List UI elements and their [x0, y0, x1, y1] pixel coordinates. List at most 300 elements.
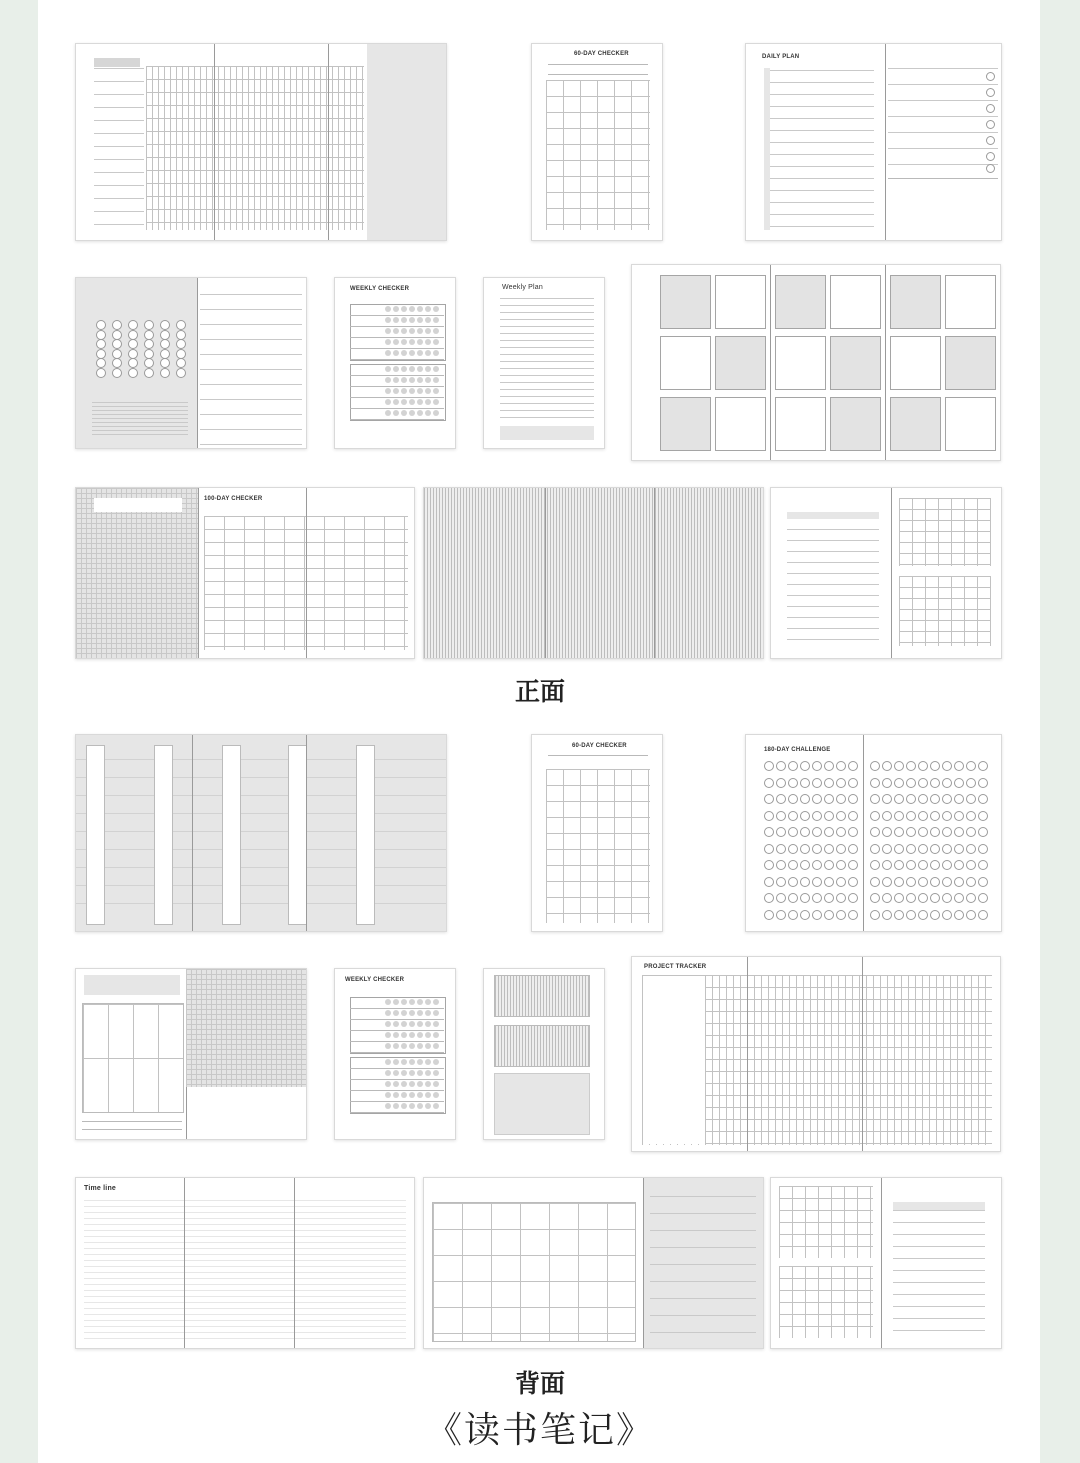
- challenge-circle: [942, 860, 952, 870]
- checker-row: [350, 1101, 444, 1102]
- challenge-circle: [894, 860, 904, 870]
- challenge-circle: [930, 893, 940, 903]
- challenge-circle: [966, 844, 976, 854]
- challenge-circle: [894, 794, 904, 804]
- grid-box: [890, 336, 941, 390]
- challenge-circle: [776, 811, 786, 821]
- challenge-circle: [930, 761, 940, 771]
- challenge-circle: [894, 877, 904, 887]
- page-title: PROJECT TRACKER: [644, 964, 707, 970]
- challenge-circle: [800, 811, 810, 821]
- challenge-circle: [776, 877, 786, 887]
- checker-dot: [401, 1010, 407, 1016]
- checker-dot: [393, 1059, 399, 1065]
- checker-dot: [409, 377, 415, 383]
- challenge-circle: [824, 910, 834, 920]
- checker-dot: [433, 328, 439, 334]
- checker-dot: [425, 306, 431, 312]
- challenge-circle: [942, 844, 952, 854]
- checker-row: [350, 1030, 444, 1031]
- challenge-circle: [894, 827, 904, 837]
- challenge-circle: [942, 761, 952, 771]
- checker-dot: [417, 1070, 423, 1076]
- challenge-circle: [870, 761, 880, 771]
- challenge-circle: [882, 811, 892, 821]
- checker-dot: [433, 350, 439, 356]
- challenge-circle: [836, 761, 846, 771]
- checker-dot: [385, 366, 391, 372]
- challenge-circle: [870, 877, 880, 887]
- challenge-circle: [824, 844, 834, 854]
- challenge-circle: [788, 893, 798, 903]
- challenge-circle: [906, 827, 916, 837]
- challenge-circle: [824, 860, 834, 870]
- checker-dot: [425, 339, 431, 345]
- checker-dot: [433, 1032, 439, 1038]
- checker-dot: [425, 1103, 431, 1109]
- grid-box: [660, 397, 711, 451]
- checker-dot: [417, 328, 423, 334]
- checker-row: [350, 386, 444, 387]
- checker-dot: [393, 1043, 399, 1049]
- goal-circle: [128, 320, 138, 330]
- checker-dot: [401, 410, 407, 416]
- challenge-circle: [870, 778, 880, 788]
- checker-dot: [409, 399, 415, 405]
- checker-dot: [433, 339, 439, 345]
- checker-dot: [401, 350, 407, 356]
- checker-dot: [425, 328, 431, 334]
- checker-dot: [401, 999, 407, 1005]
- challenge-circle: [812, 844, 822, 854]
- sixty-day-checker-back: [531, 734, 663, 932]
- challenge-circle: [764, 844, 774, 854]
- checker-dot: [425, 1021, 431, 1027]
- challenge-circle: [954, 893, 964, 903]
- challenge-circle: [906, 877, 916, 887]
- challenge-circle: [812, 860, 822, 870]
- column-tracker-spread: [75, 734, 447, 932]
- month-calendar-spread: [423, 1177, 764, 1349]
- challenge-circle: [978, 860, 988, 870]
- goal-circle: [176, 358, 186, 368]
- checker-dot: [401, 1103, 407, 1109]
- challenge-circle: [812, 778, 822, 788]
- challenge-circle: [836, 827, 846, 837]
- challenge-circle: [882, 860, 892, 870]
- checker-dot: [401, 1092, 407, 1098]
- challenge-circle: [870, 860, 880, 870]
- checker-dot: [401, 1043, 407, 1049]
- checker-dot: [393, 350, 399, 356]
- challenge-circle: [918, 811, 928, 821]
- checker-dot: [393, 339, 399, 345]
- checker-dot: [401, 377, 407, 383]
- checker-dot: [417, 350, 423, 356]
- challenge-circle: [812, 877, 822, 887]
- habit-log-spread: [770, 1177, 1002, 1349]
- checker-dot: [393, 306, 399, 312]
- challenge-circle: [894, 910, 904, 920]
- challenge-circle: [954, 827, 964, 837]
- checker-dot: [425, 317, 431, 323]
- goal-circle: [176, 368, 186, 378]
- checker-dot: [385, 1021, 391, 1027]
- checker-dot: [417, 317, 423, 323]
- checker-dot: [425, 1092, 431, 1098]
- challenge-circle: [918, 844, 928, 854]
- challenge-circle: [836, 860, 846, 870]
- goal-circle: [128, 349, 138, 359]
- challenge-circle: [776, 860, 786, 870]
- checker-dot: [409, 1092, 415, 1098]
- checker-dot: [417, 410, 423, 416]
- project-tracker-spread: [631, 956, 1001, 1152]
- challenge-circle: [906, 910, 916, 920]
- challenge-circle: [824, 761, 834, 771]
- challenge-circle: [906, 794, 916, 804]
- checker-dot: [417, 1081, 423, 1087]
- grid-box: [830, 397, 881, 451]
- challenge-circle: [954, 778, 964, 788]
- goal-circle: [176, 330, 186, 340]
- checker-dot: [385, 388, 391, 394]
- challenge-circle: [966, 893, 976, 903]
- challenge-circle: [848, 893, 858, 903]
- grid-box: [945, 336, 996, 390]
- challenge-circle: [848, 827, 858, 837]
- grid-box: [890, 275, 941, 329]
- checker-row: [350, 397, 444, 398]
- challenge-circle: [918, 778, 928, 788]
- challenge-circle: [764, 893, 774, 903]
- checker-row: [350, 1090, 444, 1091]
- challenge-circle: [882, 844, 892, 854]
- checker-dot: [409, 410, 415, 416]
- checker-dot: [385, 350, 391, 356]
- checker-dot: [425, 1010, 431, 1016]
- challenge-circle: [882, 761, 892, 771]
- page-title: WEEKLY CHECKER: [350, 286, 410, 292]
- checker-row: [350, 315, 444, 316]
- checker-dot: [401, 1021, 407, 1027]
- checker-dot: [417, 366, 423, 372]
- challenge-circle: [776, 844, 786, 854]
- checker-dot: [417, 999, 423, 1005]
- checker-dot: [393, 999, 399, 1005]
- checker-dot: [409, 366, 415, 372]
- checker-dot: [417, 399, 423, 405]
- challenge-circle: [870, 893, 880, 903]
- checker-dot: [433, 1043, 439, 1049]
- challenge-circle: [764, 794, 774, 804]
- checker-dot: [393, 1081, 399, 1087]
- checker-dot: [393, 410, 399, 416]
- challenge-circle: [764, 827, 774, 837]
- checker-dot: [401, 366, 407, 372]
- goal-circle: [96, 358, 106, 368]
- checker-dot: [385, 317, 391, 323]
- challenge-circle: [800, 778, 810, 788]
- challenge-circle: [764, 910, 774, 920]
- checker-dot: [385, 339, 391, 345]
- grid-box: [830, 336, 881, 390]
- goal-circle: [112, 330, 122, 340]
- checker-dot: [409, 328, 415, 334]
- challenge-circle: [776, 761, 786, 771]
- goal-circles: [96, 320, 196, 380]
- checker-dot: [385, 1103, 391, 1109]
- checker-dot: [393, 1021, 399, 1027]
- challenge-circle: [882, 877, 892, 887]
- checker-dot: [393, 1092, 399, 1098]
- mixed-lines-page: [483, 968, 605, 1140]
- challenge-circle: [764, 761, 774, 771]
- grid-box: [945, 275, 996, 329]
- challenge-circle: [848, 844, 858, 854]
- challenge-circle: [942, 778, 952, 788]
- goal-circle: [96, 368, 106, 378]
- checker-row: [350, 1019, 444, 1020]
- page-title: 60-DAY CHECKER: [574, 51, 629, 57]
- checker-dot: [393, 317, 399, 323]
- goal-circle: [144, 320, 154, 330]
- challenge-circle: [836, 893, 846, 903]
- challenge-circle: [894, 893, 904, 903]
- page-title: 180-DAY CHALLENGE: [764, 747, 831, 753]
- challenge-circle: [918, 893, 928, 903]
- challenge-circle: [954, 877, 964, 887]
- challenge-circle: [954, 761, 964, 771]
- checker-dot: [401, 1059, 407, 1065]
- challenge-circle: [764, 811, 774, 821]
- checker-dot: [385, 1059, 391, 1065]
- challenge-circle: [954, 844, 964, 854]
- checker-dot: [409, 999, 415, 1005]
- checker-dot: [393, 328, 399, 334]
- checker-dot: [425, 388, 431, 394]
- challenge-circle: [870, 794, 880, 804]
- challenge-circle: [848, 811, 858, 821]
- checker-dot: [425, 410, 431, 416]
- challenge-circle: [848, 910, 858, 920]
- goal-circle: [112, 320, 122, 330]
- challenge-circle: [906, 811, 916, 821]
- challenge-circle: [894, 778, 904, 788]
- goal-circle: [112, 358, 122, 368]
- front-caption: 正面: [514, 677, 565, 706]
- grid-box: [775, 397, 826, 451]
- lined-spread-vertical: [423, 487, 764, 659]
- goal-circle: [144, 368, 154, 378]
- challenge-circle: [836, 910, 846, 920]
- challenge-circle: [812, 910, 822, 920]
- challenge-circle: [800, 877, 810, 887]
- grid-box: [775, 275, 826, 329]
- checker-row: [350, 1008, 444, 1009]
- weekday-planner-spread: [75, 968, 307, 1140]
- checker-dot: [385, 410, 391, 416]
- checker-dot: [409, 339, 415, 345]
- challenge-circle: [918, 827, 928, 837]
- challenge-circle: [966, 778, 976, 788]
- checker-dot: [433, 388, 439, 394]
- checker-dot: [393, 399, 399, 405]
- checker-dot: [401, 1070, 407, 1076]
- challenge-circle: [812, 761, 822, 771]
- challenge-circle: [800, 860, 810, 870]
- checker-row: [350, 1068, 444, 1069]
- grid-box: [715, 275, 766, 329]
- checker-dot: [401, 399, 407, 405]
- challenge-circle: [812, 794, 822, 804]
- checker-dot: [385, 1032, 391, 1038]
- challenge-circle: [812, 893, 822, 903]
- challenge-circle: [930, 877, 940, 887]
- challenge-circle: [954, 910, 964, 920]
- challenge-circle: [930, 794, 940, 804]
- challenge-circle: [966, 827, 976, 837]
- page-title: 100-DAY CHECKER: [204, 496, 263, 502]
- checker-dot: [417, 1021, 423, 1027]
- checker-dot: [409, 1059, 415, 1065]
- challenge-circle: [788, 778, 798, 788]
- checker-dot: [401, 317, 407, 323]
- goal-circle: [112, 368, 122, 378]
- challenge-circle: [918, 860, 928, 870]
- weekly-checker-back: [334, 968, 456, 1140]
- challenge-circle: [882, 794, 892, 804]
- checker-dot: [417, 1092, 423, 1098]
- checker-dot: [417, 1032, 423, 1038]
- checker-row: [350, 1052, 444, 1053]
- checker-dot: [433, 366, 439, 372]
- grid-box: [660, 336, 711, 390]
- goal-tracker-spread: [75, 277, 307, 449]
- checker-dot: [385, 328, 391, 334]
- challenge-circle: [800, 893, 810, 903]
- challenge-circle: [906, 893, 916, 903]
- challenge-circle: [966, 761, 976, 771]
- checker-dot: [433, 410, 439, 416]
- challenge-circle: [848, 877, 858, 887]
- challenge-circle: [836, 877, 846, 887]
- challenge-circle: [942, 910, 952, 920]
- challenge-circle: [848, 860, 858, 870]
- checker-dots: [335, 969, 455, 1139]
- challenge-circle: [776, 794, 786, 804]
- grid-box: [945, 397, 996, 451]
- goal-circle: [160, 368, 170, 378]
- checker-dot: [425, 377, 431, 383]
- checker-row: [350, 1112, 444, 1113]
- challenge-circle: [800, 827, 810, 837]
- challenge-circle: [764, 778, 774, 788]
- challenge-circle: [776, 778, 786, 788]
- challenge-circle: [942, 877, 952, 887]
- challenge-circle: [966, 811, 976, 821]
- weekly-plan-page: [483, 277, 605, 449]
- goal-circle: [96, 330, 106, 340]
- checker-row: [350, 408, 444, 409]
- challenge-circle: [870, 811, 880, 821]
- checker-dot: [425, 1032, 431, 1038]
- challenge-circle: [930, 827, 940, 837]
- challenge-circle: [776, 910, 786, 920]
- checker-dot: [385, 306, 391, 312]
- checker-dot: [393, 1032, 399, 1038]
- checker-dot: [385, 1092, 391, 1098]
- challenge-circle: [800, 910, 810, 920]
- challenge-circle: [930, 778, 940, 788]
- challenge-circle: [930, 844, 940, 854]
- challenge-circle: [942, 794, 952, 804]
- page-title: WEEKLY CHECKER: [345, 977, 405, 983]
- goal-circle: [112, 349, 122, 359]
- challenge-circle: [930, 910, 940, 920]
- checker-dot: [409, 1043, 415, 1049]
- challenge-circle: [788, 844, 798, 854]
- challenge-circle: [942, 827, 952, 837]
- checker-dot: [401, 1081, 407, 1087]
- challenge-circle: [978, 877, 988, 887]
- checker-dot: [393, 1070, 399, 1076]
- challenge-circle: [966, 877, 976, 887]
- challenge-circle: [918, 910, 928, 920]
- challenge-circle: [824, 827, 834, 837]
- goal-circle: [176, 339, 186, 349]
- challenge-180-spread: [745, 734, 1002, 932]
- challenge-circle: [824, 893, 834, 903]
- goal-circle: [176, 349, 186, 359]
- checker-dot: [393, 1103, 399, 1109]
- checker-row: [350, 375, 444, 376]
- challenge-circle: [800, 761, 810, 771]
- calendar-tracker-spread: [770, 487, 1002, 659]
- goal-circle: [144, 339, 154, 349]
- challenge-circle: [966, 794, 976, 804]
- challenge-circle: [978, 827, 988, 837]
- challenge-circle: [882, 893, 892, 903]
- checker-dot: [425, 1081, 431, 1087]
- checker-dot: [385, 377, 391, 383]
- checker-dot: [385, 1010, 391, 1016]
- goal-circle: [96, 349, 106, 359]
- checker-dot: [433, 1010, 439, 1016]
- challenge-circle: [764, 877, 774, 887]
- challenge-circle: [978, 778, 988, 788]
- challenge-circle: [954, 794, 964, 804]
- checker-row: [350, 1079, 444, 1080]
- checker-dot: [385, 1070, 391, 1076]
- checker-dot: [393, 366, 399, 372]
- checker-dot: [433, 1092, 439, 1098]
- checker-dot: [425, 366, 431, 372]
- checker-dot: [417, 1103, 423, 1109]
- checker-dot: [433, 1103, 439, 1109]
- checker-dot: [409, 1032, 415, 1038]
- challenge-circle: [930, 860, 940, 870]
- challenge-circle: [824, 794, 834, 804]
- challenge-circle: [848, 794, 858, 804]
- goal-circle: [128, 368, 138, 378]
- challenge-circle: [978, 761, 988, 771]
- goal-circle: [112, 339, 122, 349]
- goal-circle: [160, 339, 170, 349]
- checker-dot: [417, 1043, 423, 1049]
- challenge-circle: [848, 778, 858, 788]
- challenge-circle: [870, 910, 880, 920]
